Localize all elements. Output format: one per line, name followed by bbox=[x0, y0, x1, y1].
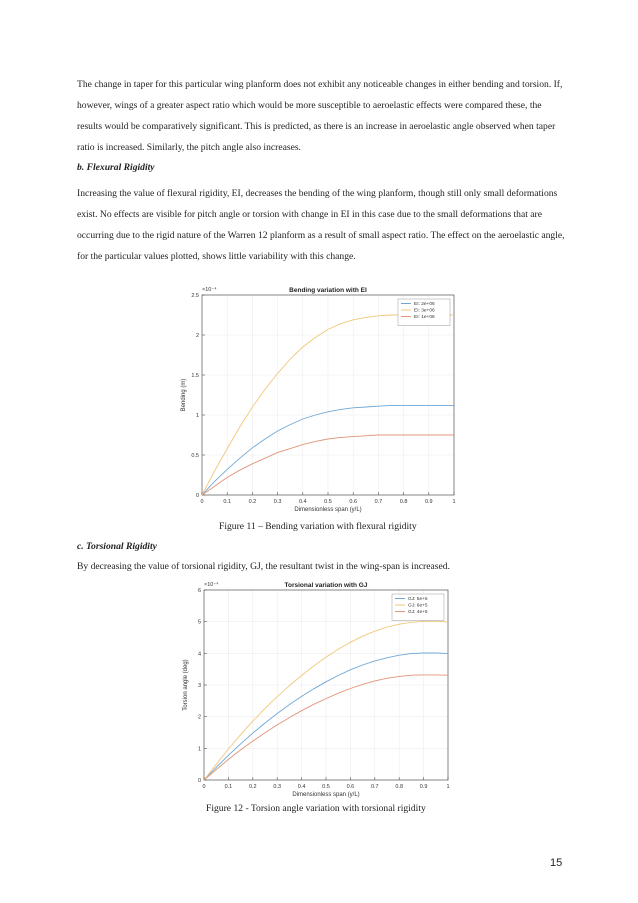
x-tick-label: 0.2 bbox=[248, 784, 257, 790]
chart-title: Bending variation with EI bbox=[289, 287, 367, 294]
x-tick-label: 1 bbox=[446, 784, 450, 790]
legend-entry: GJ: 4e+5 bbox=[408, 610, 428, 615]
x-tick-label: 0.1 bbox=[224, 784, 233, 790]
y-tick-label: 6 bbox=[197, 588, 201, 594]
y-axis-exponent: ×10⁻⁴ bbox=[202, 287, 217, 293]
legend-entry: GJ: 5e+5 bbox=[408, 597, 428, 602]
y-axis-exponent: ×10⁻⁴ bbox=[204, 582, 219, 588]
figure-11-caption: Figure 11 – Bending variation with flexural rigidity bbox=[219, 521, 417, 532]
y-tick-label: 1.5 bbox=[191, 373, 199, 379]
x-tick-label: 0.5 bbox=[324, 499, 332, 505]
paragraph-torsional-rigidity: By decreasing the value of torsional rigidity, GJ, the resultant twist in the wing-span is increased. bbox=[77, 561, 450, 572]
x-tick-label: 0.9 bbox=[419, 784, 428, 790]
x-tick-label: 0.3 bbox=[273, 784, 282, 790]
legend-entry: GJ: 6e+5 bbox=[408, 603, 428, 609]
x-tick-label: 0.6 bbox=[346, 784, 355, 790]
y-axis-label: Torsion angle (deg) bbox=[183, 659, 189, 711]
x-tick-label: 0.7 bbox=[374, 499, 383, 505]
legend-entry: EI: 2e+06 bbox=[414, 302, 435, 307]
x-tick-label: 0.5 bbox=[322, 784, 330, 790]
y-tick-label: 3 bbox=[197, 683, 201, 689]
x-tick-label: 0.8 bbox=[395, 784, 404, 790]
legend-entry: EI: 1e+06 bbox=[414, 315, 435, 320]
y-tick-label: 2 bbox=[195, 333, 199, 339]
y-tick-label: 0.5 bbox=[191, 453, 199, 459]
paragraph-flexural-rigidity: Increasing the value of flexural rigidity, EI, decreases the bending of the wing planform, though still only small deformations exist. No effects are visible for pitch angle or torsion with change in EI in this case due to the small deformations that are occurring due to the rigid nature of the Warren 12 planform as a result of small aspect ratio. The effect on the aeroelastic angle, for the particular values plotted, shows little variability with this change. bbox=[77, 188, 565, 262]
y-tick-label: 0 bbox=[197, 778, 201, 784]
section-heading-flexural-rigidity: b. Flexural Rigidity bbox=[77, 162, 155, 173]
x-tick-label: 0.6 bbox=[349, 499, 358, 505]
y-tick-label: 0 bbox=[195, 493, 199, 499]
legend-entry: EI: 3e+06 bbox=[414, 308, 435, 314]
chart-title: Torsional variation with GJ bbox=[284, 582, 368, 589]
x-tick-label: 0.4 bbox=[298, 499, 307, 505]
x-tick-label: 0.1 bbox=[223, 499, 232, 505]
page-number: 15 bbox=[550, 857, 563, 869]
bending-chart bbox=[168, 280, 468, 520]
x-tick-label: 0.7 bbox=[370, 784, 379, 790]
paragraph-taper: The change in taper for this particular wing planform does not exhibit any noticeable changes in either bending and torsion. If, however, wings of a greater aspect ratio which would be more susceptible to aeroelastic effects were compared these, the results would be comparatively significant. This is predicted, as there is an increase in aeroelastic angle observed when taper ratio is increased. Similarly, the pitch angle also increases. bbox=[77, 79, 563, 153]
x-tick-label: 0.8 bbox=[399, 499, 408, 505]
x-tick-label: 0 bbox=[202, 784, 206, 790]
x-tick-label: 0 bbox=[200, 499, 204, 505]
y-tick-label: 2.5 bbox=[191, 293, 199, 299]
x-axis-label: Dimensionless span (y/L) bbox=[292, 792, 360, 798]
x-tick-label: 0.2 bbox=[248, 499, 257, 505]
section-heading-torsional-rigidity: c. Torsional Rigidity bbox=[77, 541, 157, 552]
y-tick-label: 1 bbox=[197, 746, 201, 753]
x-tick-label: 0.3 bbox=[273, 499, 282, 505]
y-tick-label: 1 bbox=[195, 413, 199, 419]
y-tick-label: 5 bbox=[197, 619, 201, 626]
y-tick-label: 4 bbox=[197, 651, 201, 658]
x-tick-label: 0.4 bbox=[297, 784, 306, 790]
torsion-chart bbox=[168, 578, 468, 803]
y-tick-label: 2 bbox=[197, 714, 201, 721]
figure-12-caption: Figure 12 - Torsion angle variation with torsional rigidity bbox=[206, 803, 426, 814]
x-axis-label: Dimensionless span (y/L) bbox=[294, 507, 362, 513]
x-tick-label: 1 bbox=[452, 499, 456, 505]
y-axis-label: Bending (m) bbox=[181, 378, 187, 412]
x-tick-label: 0.9 bbox=[424, 499, 433, 505]
